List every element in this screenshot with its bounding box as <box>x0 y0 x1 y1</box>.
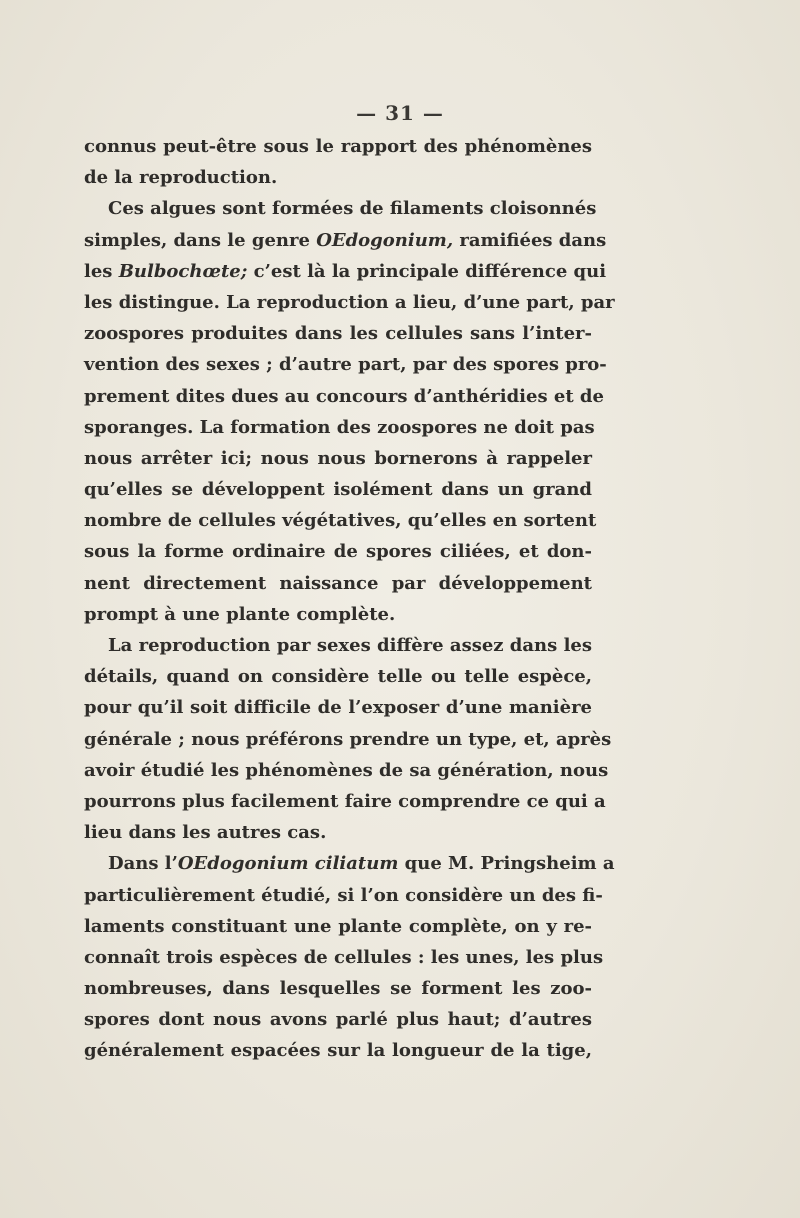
text-line: spores dont nous avons parlé plus haut; d’autres <box>84 1009 592 1031</box>
text-run: les <box>84 260 119 282</box>
text-line: connaît trois espèces de cellules : les unes, les plus <box>84 946 604 968</box>
text-line: prement dites dues au concours d’anthéridies et de <box>84 385 604 407</box>
text-line: nombre de cellules végétatives, qu’elles en sortent <box>84 510 597 532</box>
text-line: les distingue. La reproduction a lieu, d’une part, par <box>84 291 615 313</box>
text-line: pourrons plus facilement faire comprendre ce qui a <box>84 790 606 812</box>
italic-taxon: OEdogonium ciliatum <box>177 853 399 875</box>
text-line: nombreuses, dans lesquelles se forment les zoo- <box>84 978 592 1000</box>
text-line: prompt à une plante complète. <box>84 603 396 625</box>
text-run: ramifiées dans <box>453 229 607 251</box>
text-line: pour qu’il soit difficile de l’exposer d’une manière <box>84 697 592 719</box>
text-line: de la reproduction. <box>84 167 278 189</box>
text-line: Ces algues sont formées de filaments cloisonnés <box>108 198 597 220</box>
text-line: particulièrement étudié, si l’on considère un des fi- <box>84 884 603 906</box>
italic-taxon: OEdogonium, <box>316 229 454 251</box>
text-run: simples, dans le genre <box>84 229 317 251</box>
text-run: Dans l’ <box>108 853 178 875</box>
text-line: qu’elles se développent isolément dans un grand <box>84 479 592 501</box>
text-line <box>84 225 607 256</box>
text-line: laments constituant une plante complète, on y re- <box>84 915 592 937</box>
text-run: c’est là la principale différence qui <box>247 260 607 282</box>
text-line: La reproduction par sexes diffère assez dans les <box>108 635 592 656</box>
text-line: zoospores produites dans les cellules sans l’inter- <box>84 323 592 345</box>
text-line: nous arrêter ici; nous nous bornerons à rappeler <box>84 447 592 469</box>
text-line: connus peut-être sous le rapport des phénomènes <box>84 136 592 157</box>
text-line: généralement espacées sur la longueur de la tige, <box>84 1040 592 1062</box>
text-line: sporanges. La formation des zoospores ne doit pas <box>84 416 595 438</box>
text-line: détails, quand on considère telle ou telle espèce, <box>84 666 592 688</box>
text-line <box>84 256 607 287</box>
italic-taxon: Bulbochœte; <box>118 260 248 282</box>
body-text <box>84 131 615 1067</box>
text-line: générale ; nous préférons prendre un type, et, après <box>84 728 612 750</box>
text-line <box>84 848 615 879</box>
text-line: avoir étudié les phénomènes de sa génération, nous <box>84 759 609 781</box>
text-line: sous la forme ordinaire de spores ciliées, et don- <box>84 541 592 563</box>
text-line: lieu dans les autres cas. <box>84 822 327 844</box>
page-number: — 31 — <box>356 101 444 125</box>
text-line: nent directement naissance par développement <box>84 572 592 594</box>
text-run: que M. Pringsheim a <box>398 853 615 875</box>
text-line: vention des sexes ; d’autre part, par des spores pro- <box>84 354 607 376</box>
